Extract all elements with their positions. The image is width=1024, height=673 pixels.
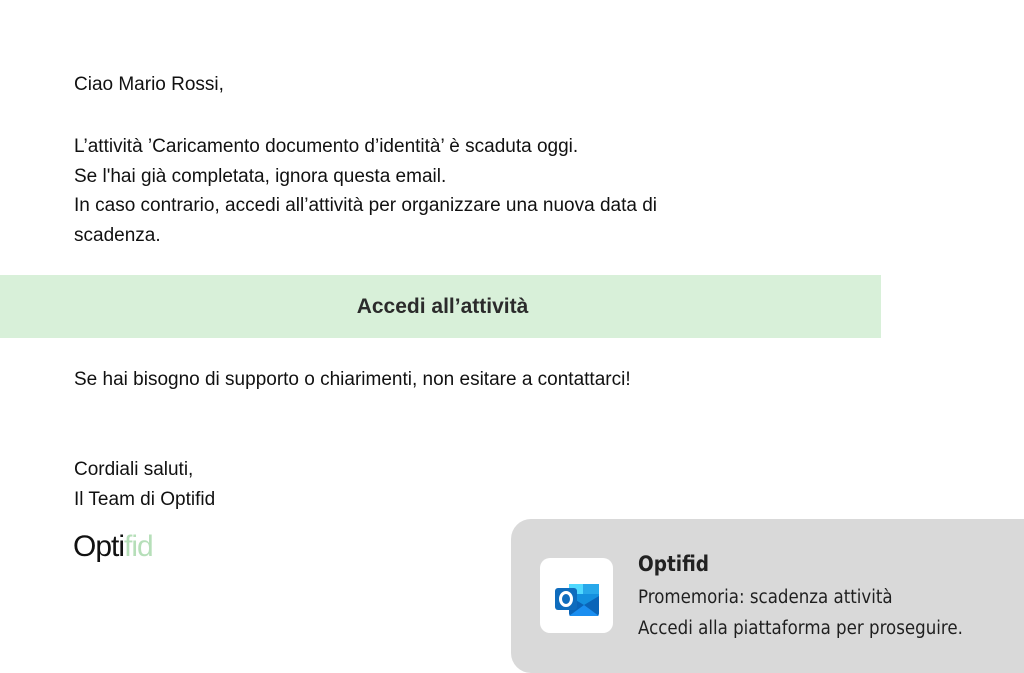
- access-activity-label: Accedi all’attività: [356, 294, 529, 318]
- email-body-line: Se l'hai già completata, ignora questa email.: [74, 165, 447, 187]
- email-body-line: L’attività ’Caricamento documento d’identità’ è scaduta oggi.: [74, 136, 579, 157]
- signoff-line: Cordiali saluti,: [74, 459, 194, 480]
- outlook-logo-icon: [553, 572, 601, 620]
- notification-title: Optifid: [638, 552, 710, 576]
- signoff-line: Il Team di Optifid: [74, 489, 216, 510]
- logo-part-1: Opti: [73, 530, 125, 563]
- email-signoff: [74, 455, 215, 515]
- optifid-logo: [73, 530, 153, 564]
- logo-part-2: fid: [124, 530, 153, 563]
- outlook-icon: [540, 558, 613, 633]
- access-activity-button[interactable]: [0, 275, 881, 338]
- notification-preview: Accedi alla piattaforma per proseguire.: [638, 618, 963, 639]
- email-greeting: Ciao Mario Rossi,: [74, 74, 224, 95]
- support-text: Se hai bisogno di supporto o chiarimenti, non esitare a contattarci!: [74, 369, 631, 390]
- notification-subject: Promemoria: scadenza attività: [638, 587, 893, 608]
- email-body-line: scadenza.: [74, 224, 161, 246]
- email-body-line: In caso contrario, accedi all’attività per organizzare una nuova data di: [74, 195, 658, 216]
- email-body: [74, 132, 834, 250]
- push-notification[interactable]: [511, 519, 1024, 673]
